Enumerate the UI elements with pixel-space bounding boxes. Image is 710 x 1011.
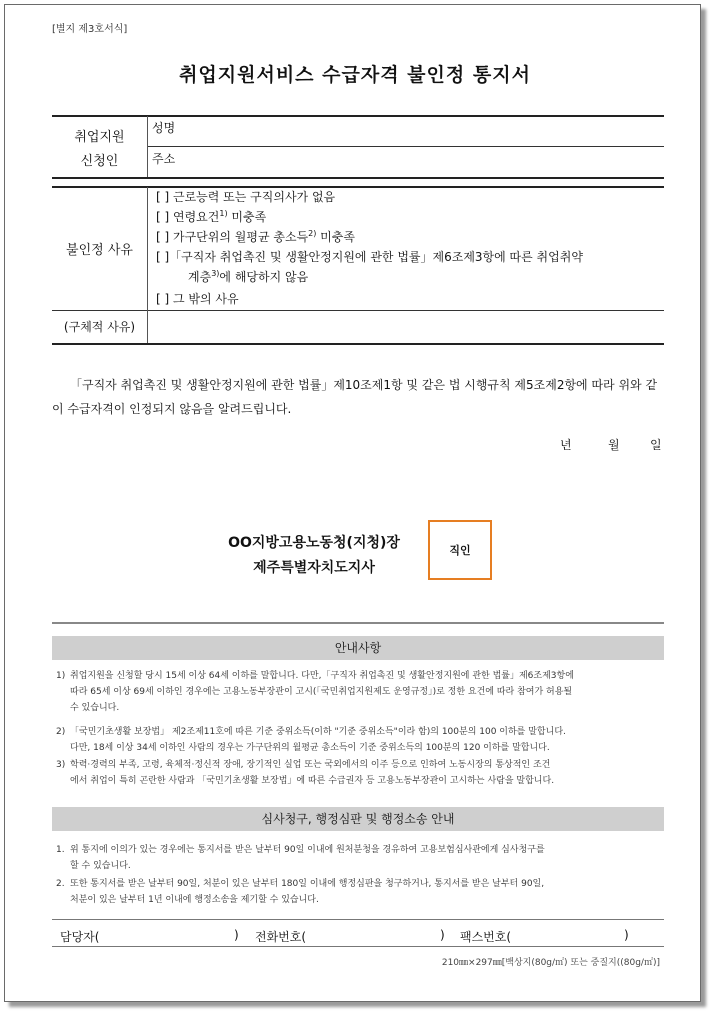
address-label: 주소: [152, 152, 176, 166]
appeal-item-2: 2. 또한 통지서를 받은 날부터 90일, 처분이 있은 날부터 180일 이내에 행정심판을 청구하거나, 통지서를 받은 날부터 90일, 처분이 있은 날부터 1년 이내에 행정소송을 제기할 수 있습니다.: [56, 879, 545, 905]
contact-bottom-rule: [52, 946, 664, 947]
paper-spec: 210㎜×297㎜[백상지(80g/㎡) 또는 중질지((80g/㎡)]: [441, 958, 660, 968]
page-title: 취업지원서비스 수급자격 불인정 통지서: [179, 64, 531, 86]
contact-fax-label: 팩스번호(: [460, 930, 512, 944]
row-divider: [147, 146, 664, 147]
date-year: 년: [560, 438, 572, 452]
reasons-bottom-border: [52, 343, 664, 345]
agency-name-2: 제주특별자치도지사: [253, 560, 375, 576]
date-month: 월: [608, 438, 620, 452]
contact-phone-close: ): [440, 928, 445, 942]
applicant-label-line2: 신청인: [80, 154, 119, 169]
reason-item-5: [ ] 그 밖의 사유: [156, 292, 239, 306]
reason-item-4-continued: 계층$^{3)}$에 해당하지 않음: [188, 269, 309, 284]
reason-item-4: [ ]「구직자 취업촉진 및 생활안정지원에 관한 법률」제6조제3항에 따른 취업취약: [156, 250, 583, 264]
notice-item-1: 1) 취업지원을 신청할 당시 15세 이상 64세 이하를 말합니다. 다만,「구직자 취업촉진 및 생활안정지원에 관한 법률」제6조제3항에 따라 65세 이상 69세 이하인 경우에는 고용노동부장관이 고시(「국민취업지원제도 운영규정」)로 정한 요건에 따라 참여가 허용될 수 있습니다.: [56, 671, 574, 713]
table-top-border: [52, 115, 664, 117]
contact-person-close: ): [234, 928, 239, 942]
notice-top-rule: [52, 622, 664, 624]
column-divider: [147, 116, 148, 177]
applicant-label-line1: 취업지원: [74, 130, 125, 145]
date-day: 일: [650, 438, 662, 452]
notice-item-3: 3) 학력·경력의 부족, 고령, 육체적·정신적 장애, 장기적인 실업 또는 국외에서의 이주 등으로 인하여 노동시장의 통상적인 조건 에서 취업이 특히 곤란한 사람과 「국민기초생활 보장법」에 따른 수급권자 등 고용노동부장관이 고시하는 사람을 말합니다.: [56, 760, 555, 786]
official-seal-box: [428, 520, 492, 580]
reasons-top-border: [52, 186, 664, 188]
notice-header: 안내사항: [52, 636, 664, 660]
appeal-header: 심사청구, 행정심판 및 행정소송 안내: [52, 807, 664, 831]
reason-item-2: [ ] 연령요건$^{1)}$ 미충족: [156, 209, 267, 224]
reason-item-1: [ ] 근로능력 또는 구직의사가 없음: [156, 190, 336, 204]
reason-item-3: [ ] 가구단위의 월평균 총소득$^{2)}$ 미충족: [156, 229, 355, 244]
reasons-label: 불인정 사유: [66, 243, 133, 258]
contact-top-rule: [52, 919, 664, 920]
contact-phone-label: 전화번호(: [255, 930, 307, 944]
seal-label: 직인: [449, 544, 471, 557]
notice-body-text: 「구직자 취업촉진 및 생활안정지원에 관한 법률」제10조제1항 및 같은 법 시행규칙 제5조제2항에 따라 위와 같이 수급자격이 인정되지 않음을 알려드립니다.: [52, 378, 658, 416]
notice-item-2: 2) 「국민기초생활 보장법」 제2조제11호에 따른 기준 중위소득(이하 "기준 중위소득"이라 함)의 100분의 100 이하를 말합니다. 다만, 18세 이상 34세 이하인 사람의 경우는 가구단위의 월평균 총소득이 기준 중위소득의 100분의 120 이하를 말합니다.: [56, 727, 566, 753]
form-number: [별지 제3호서식]: [52, 24, 128, 35]
appeal-item-1: 1. 위 통지에 이의가 있는 경우에는 통지서를 받은 날부터 90일 이내에 원처분청을 경유하여 고용보험심사관에게 심사청구를 할 수 있습니다.: [56, 845, 545, 871]
reasons-divider: [52, 310, 664, 311]
agency-name-1: OO지방고용노동청(지청)장: [228, 535, 400, 551]
table-bottom-border: [52, 177, 664, 179]
contact-person-label: 담당자(: [60, 930, 100, 944]
name-label: 성명: [152, 121, 176, 135]
contact-fax-close: ): [624, 928, 629, 942]
reasons-column-divider: [147, 187, 148, 343]
detail-reason-label: (구체적 사유): [63, 320, 136, 334]
